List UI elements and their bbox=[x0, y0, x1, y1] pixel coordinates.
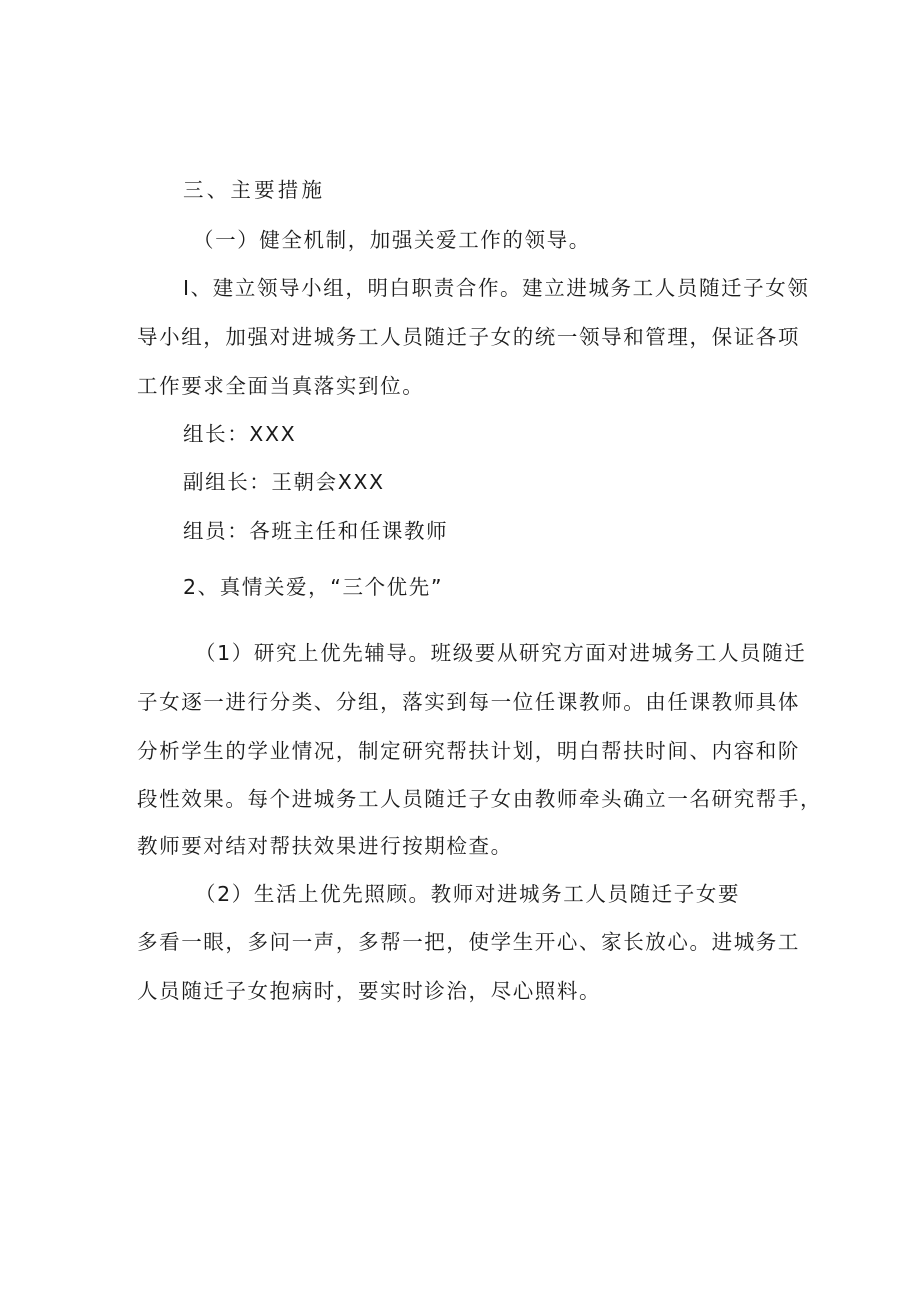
subsection-heading: （一）健全机制，加强关爱工作的领导。 bbox=[193, 228, 591, 252]
sub1-line-3: 分析学生的学业情况，制定研究帮扶计划，明白帮扶时间、内容和阶 bbox=[137, 739, 800, 763]
item1-line-2: 导小组，加强对进城务工人员随迁子女的统一领导和管理，保证各项 bbox=[137, 325, 800, 349]
item1-line-3: 工作要求全面当真落实到位。 bbox=[137, 374, 425, 398]
item1-line-1: I、建立领导小组，明白职责合作。建立进城务工人员随迁子女领 bbox=[183, 276, 810, 300]
sub2-line-1: （2）生活上优先照顾。教师对进城务工人员随迁子女要 bbox=[195, 882, 741, 906]
sub2-line-2: 多看一眼，多问一声，多帮一把，使学生开心、家长放心。进城务工 bbox=[137, 930, 800, 954]
member-group: 组员：各班主任和任课教师 bbox=[183, 519, 449, 543]
sub2-line-3: 人员随迁子女抱病时，要实时诊治，尽心照料。 bbox=[137, 979, 602, 1003]
item2-title: 2、真情关爱，“三个优先” bbox=[183, 575, 444, 599]
member-leader: 组长：XXX bbox=[183, 422, 297, 446]
sub1-line-4: 段性效果。每个进城务工人员随迁子女由教师牵头确立一名研究帮手， bbox=[137, 787, 823, 811]
sub1-line-2: 子女逐一进行分类、分组，落实到每一位任课教师。由任课教师具体 bbox=[137, 690, 800, 714]
sub1-line-1: （1）研究上优先辅导。班级要从研究方面对进城务工人员随迁 bbox=[195, 641, 807, 665]
section-heading: 三、主要措施 bbox=[183, 178, 326, 202]
sub1-line-5: 教师要对结对帮扶效果进行按期检查。 bbox=[137, 834, 513, 858]
member-deputy: 副组长：王朝会XXX bbox=[183, 470, 385, 494]
